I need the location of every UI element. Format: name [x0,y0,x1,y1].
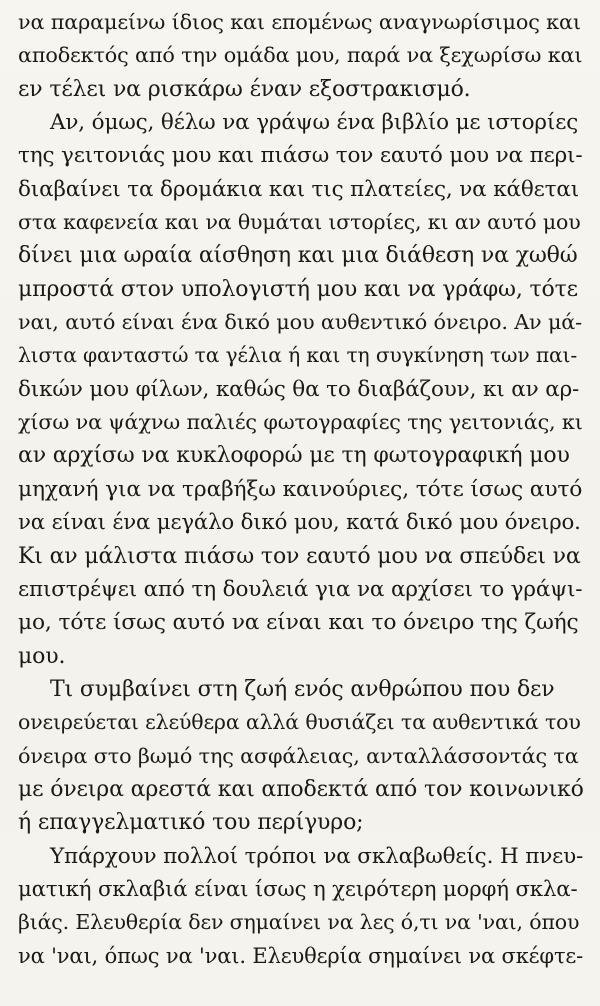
text-line: όνειρα στο βωμό της ασφάλειας, ανταλλάσσοντάς τα [18,743,579,768]
text-line: επιστρέψει από τη δουλειά για να αρχίσει το γράψι- [18,576,583,602]
text-line: ονειρεύεται ελεύθερα αλλά θυσιάζει τα αυθεντικά του [18,710,581,735]
text-line: εν τέλει να ρισκάρω έναν εξοστρακισμό. [18,76,471,102]
text-line: χίσω να ψάχνω παλιές φωτογραφίες της γειτονιάς, κι [18,410,583,435]
paragraph-first-line: Υπάρχουν πολλοί τρόποι να σκλαβωθείς. Η πνευ- [50,843,584,869]
text-line: αποδεκτός από την ομάδα μου, παρά να ξεχωρίσω και [18,43,583,68]
text-line: ματική σκλαβιά είναι ίσως η χειρότερη μορφή σκλα- [18,876,578,902]
text-line: να 'ναι, όπως να 'ναι. Ελευθερία σημαίνει να σκέφτε- [18,943,584,968]
text-line: να είναι ένα μεγάλο δικό μου, κατά δικό μου όνειρο. [18,510,581,536]
text-line: διαβαίνει τα δρομάκια και τις πλατείες, να κάθεται [18,176,580,202]
paragraph-first-line: Τι συμβαίνει στη ζωή ενός ανθρώπου που δεν [50,676,555,702]
text-line: βιάς. Ελευθερία δεν σημαίνει να λες ό,τι να 'ναι, όπου [18,910,580,935]
text-line: μπροστά στον υπολογιστή μου και να γράφω, τότε [18,276,578,302]
text-line: μου. [18,643,66,669]
paragraph-first-line: Αν, όμως, θέλω να γράψω ένα βιβλίο με ιστορίες [50,110,579,136]
text-line: στα καφενεία και να θυμάται ιστορίες, κι αν αυτό μου [18,210,581,235]
text-line: μο, τότε ίσως αυτό να είναι και το όνειρο της ζωής [18,610,579,636]
text-line: Κι αν μάλιστα πιάσω τον εαυτό μου να σπεύδει να [18,543,581,569]
text-line: δικών μου φίλων, καθώς θα το διαβάζουν, κι αν αρ- [18,376,580,402]
page-text-body [18,6,586,973]
text-line: μηχανή για να τραβήξω καινούριες, τότε ίσως αυτό [18,476,583,502]
text-line: ναι, αυτό είναι ένα δικό μου αυθεντικό όνειρο. Αν μά- [18,310,583,335]
text-line: να παραμείνω ίδιος και επομένως αναγνωρίσιμος και [18,10,581,34]
text-line: με όνειρα αρεστά και αποδεκτά από τον κοινωνικό [18,776,584,802]
text-line: αν αρχίσω να κυκλοφορώ με τη φωτογραφική μου [18,443,570,469]
text-line: δίνει μια ωραία αίσθηση και μια διάθεση να χωθώ [18,243,578,269]
text-line: ή επαγγελματικό του περίγυρο; [18,810,364,836]
text-line: λιστα φανταστώ τα γέλια ή και τη συγκίνηση των παι- [18,343,578,368]
text-line: της γειτονιάς μου και πιάσω τον εαυτό μου να περι- [18,143,583,169]
